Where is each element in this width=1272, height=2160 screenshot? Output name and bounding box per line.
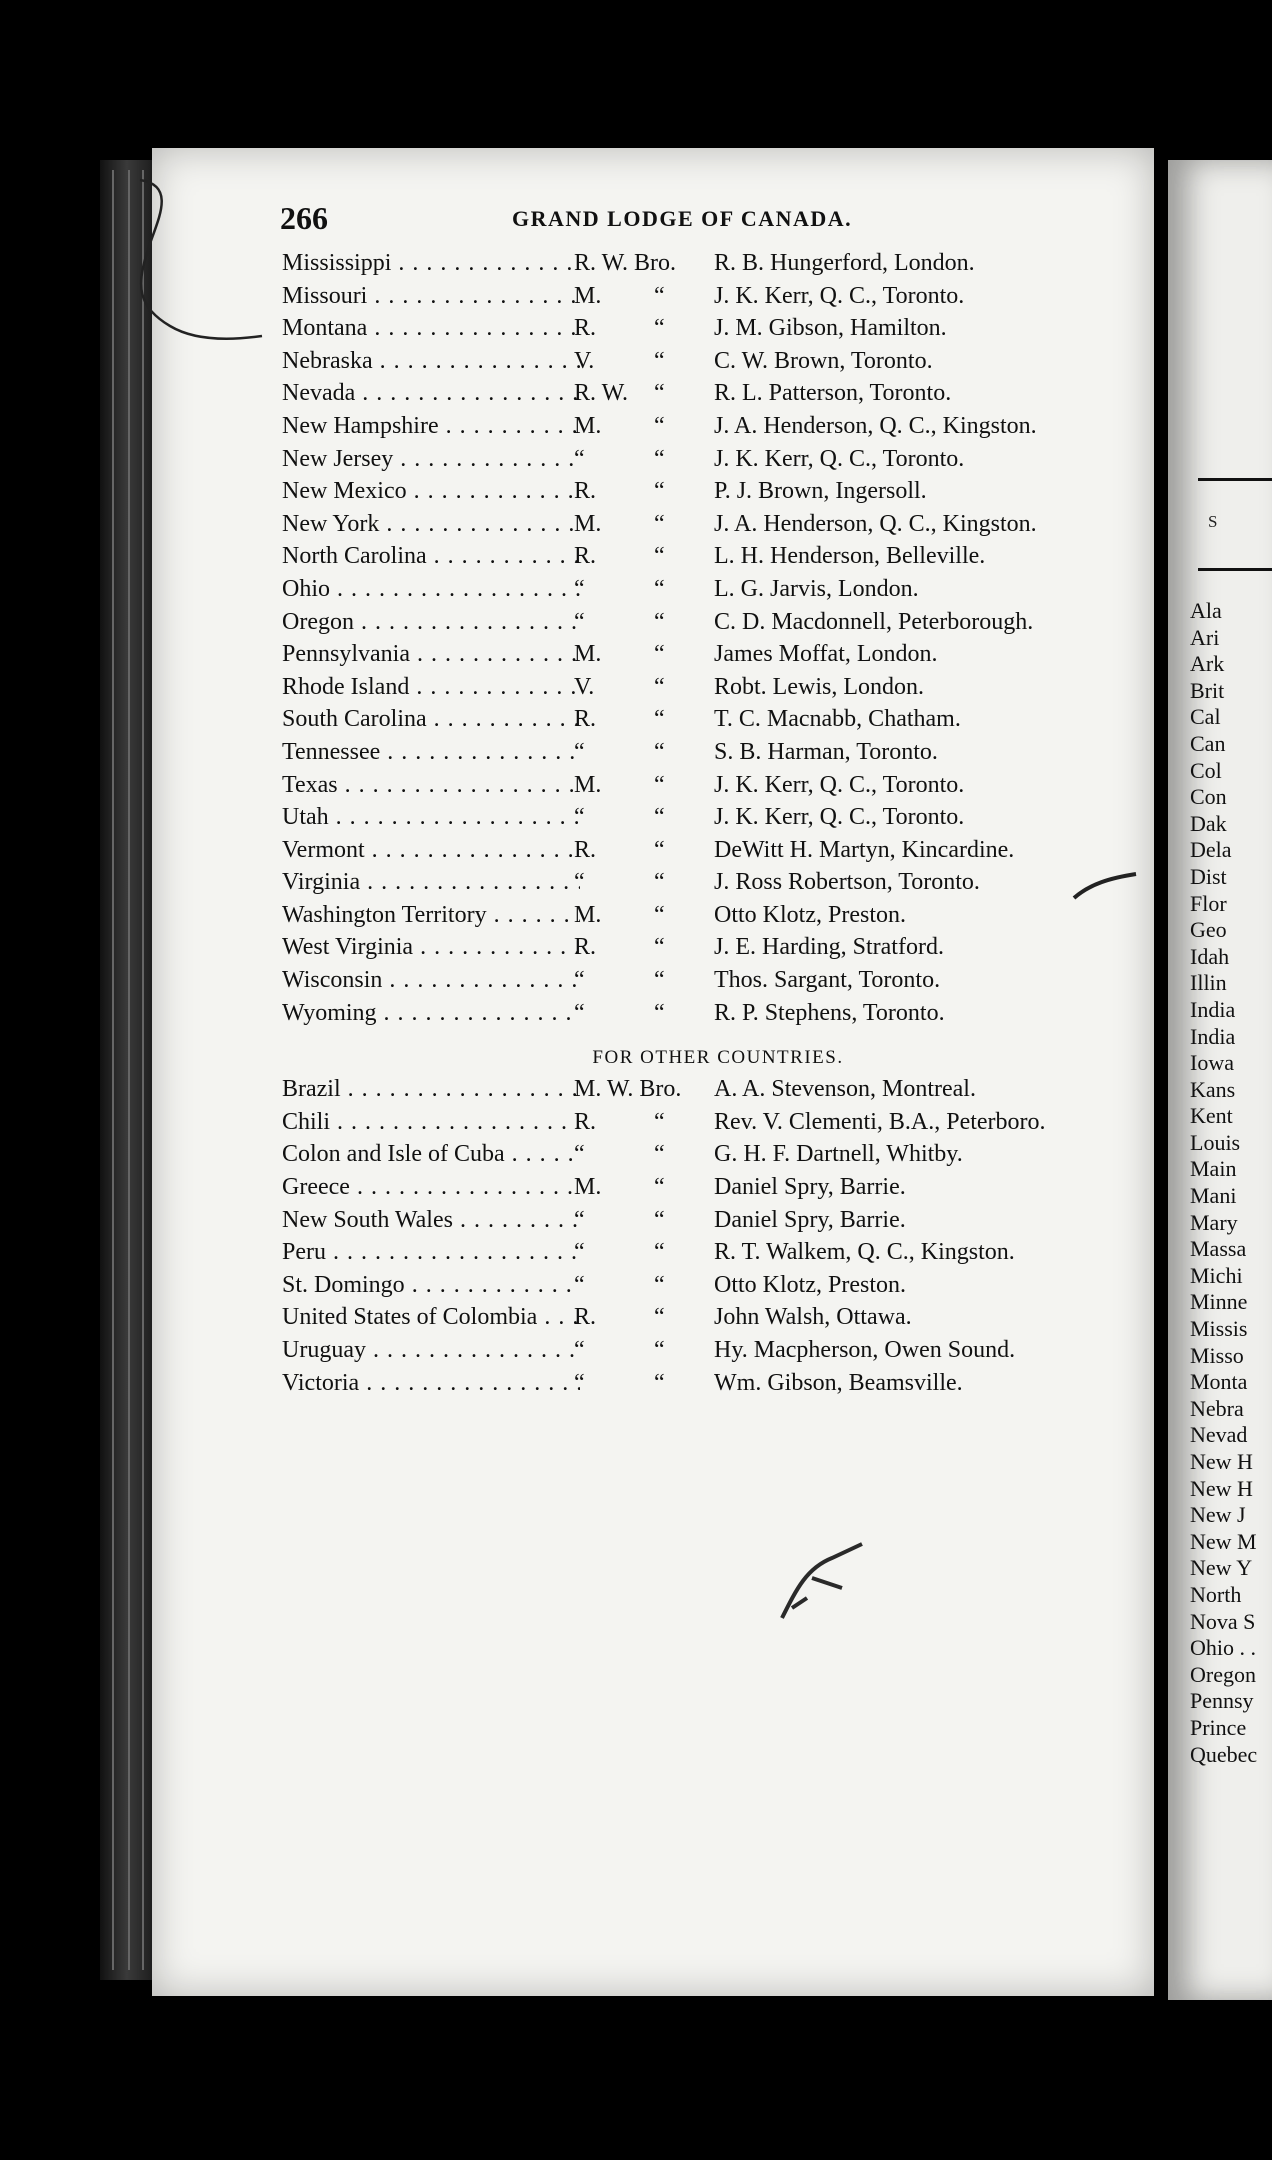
representative-cell: A. A. Stevenson, Montreal. (714, 1076, 976, 1103)
facing-page-item: Dak (1190, 810, 1227, 836)
representative-cell: R. P. Stephens, Toronto. (714, 999, 945, 1026)
facing-page-item: Michi (1190, 1262, 1243, 1288)
rank-cell: R. (574, 706, 597, 733)
rank-cell: M. (574, 1174, 602, 1201)
representative-cell: J. E. Harding, Stratford. (714, 934, 944, 961)
facing-page-item: Mary (1190, 1209, 1238, 1235)
title-ditto-cell: “ (654, 901, 665, 928)
title-ditto-cell: “ (654, 869, 665, 896)
facing-page-item: New Y (1190, 1555, 1253, 1581)
representative-cell: J. K. Kerr, Q. C., Toronto. (714, 445, 965, 472)
pen-mark (110, 166, 310, 356)
representative-cell: DeWitt H. Martyn, Kincardine. (714, 836, 1015, 863)
table-row (152, 413, 1154, 446)
jurisdiction-cell: Oregon . . . (282, 609, 580, 636)
rank-cell: M. (574, 412, 602, 439)
running-head: GRAND LODGE OF CANADA. (512, 206, 853, 231)
representative-cell: R. T. Walkem, Q. C., Kingston. (714, 1239, 1015, 1266)
jurisdiction-cell: Rhode Island . . . (282, 674, 580, 701)
jurisdiction-cell: Greece . . . (282, 1174, 580, 1201)
jurisdiction-cell: Ohio . . . (282, 576, 580, 603)
rank-cell: “ (574, 575, 585, 602)
facing-page-rule (1198, 568, 1272, 571)
facing-page-item: Cal (1190, 704, 1221, 730)
jurisdiction-cell: Utah . . . (282, 804, 580, 831)
rank-cell: R. (574, 836, 597, 863)
page-edge-line (112, 170, 114, 1970)
facing-page-item: Illin (1190, 970, 1227, 996)
other-representatives-section (152, 1076, 1154, 1402)
rank-cell: M. W. Bro. (574, 1076, 682, 1103)
facing-page-item: Main (1190, 1156, 1237, 1182)
table-row (152, 641, 1154, 674)
title-ditto-cell: “ (654, 1239, 665, 1266)
title-ditto-cell: “ (654, 315, 665, 342)
table-row (152, 1337, 1154, 1370)
jurisdiction-cell: West Virginia . . . (282, 934, 580, 961)
jurisdiction-cell: Montana . . . (282, 315, 580, 342)
representative-cell: L. G. Jarvis, London. (714, 575, 919, 602)
rank-cell: V. (574, 673, 595, 700)
facing-page-item: Flor (1190, 890, 1227, 916)
title-ditto-cell: “ (654, 1108, 665, 1135)
title-ditto-cell: “ (654, 575, 665, 602)
facing-page-item: Oregon (1190, 1661, 1256, 1687)
table-row (152, 1000, 1154, 1033)
jurisdiction-cell: Wisconsin . . . (282, 967, 580, 994)
title-ditto-cell: “ (654, 1271, 665, 1298)
facing-page-item: India (1190, 1023, 1236, 1049)
representative-cell: J. K. Kerr, Q. C., Toronto. (714, 282, 965, 309)
rank-cell: “ (574, 738, 585, 765)
jurisdiction-cell: Nebraska . . . (282, 348, 580, 375)
facing-page-item: Ala (1190, 598, 1222, 623)
rank-cell: “ (574, 1271, 585, 1298)
title-ditto-cell: “ (654, 836, 665, 863)
table-row (152, 1304, 1154, 1337)
representative-cell: Robt. Lewis, London. (714, 673, 924, 700)
rank-cell: R. (574, 1108, 597, 1135)
facing-page-item: Louis (1190, 1129, 1241, 1155)
table-row (152, 902, 1154, 935)
representative-cell: James Moffat, London. (714, 641, 938, 668)
table-row (152, 1272, 1154, 1305)
rank-cell: R. (574, 934, 597, 961)
facing-page-item: Iowa (1190, 1050, 1234, 1076)
title-ditto-cell: “ (654, 478, 665, 505)
facing-page-item: New H (1190, 1475, 1253, 1501)
representative-cell: J. K. Kerr, Q. C., Toronto. (714, 771, 965, 798)
jurisdiction-cell: New York . . . (282, 511, 580, 538)
us-representatives-section (152, 250, 1154, 1032)
facing-page-item: Kent (1190, 1103, 1233, 1129)
jurisdiction-cell: Wyoming . . . (282, 1000, 580, 1027)
representative-cell: T. C. Macnabb, Chatham. (714, 706, 961, 733)
facing-page-item: Dist (1190, 863, 1227, 889)
rank-cell: “ (574, 869, 585, 896)
representative-cell: J. M. Gibson, Hamilton. (714, 315, 947, 342)
title-ditto-cell: “ (654, 1304, 665, 1331)
rank-cell: “ (574, 608, 585, 635)
jurisdiction-cell: Colon and Isle of Cuba . . . (282, 1141, 580, 1168)
facing-page-item: Misso (1190, 1342, 1244, 1368)
facing-page (1168, 160, 1272, 2000)
rank-cell: “ (574, 1239, 585, 1266)
facing-page-item: Massa (1190, 1236, 1247, 1262)
rank-cell: “ (574, 445, 585, 472)
rank-cell: V. (574, 347, 595, 374)
jurisdiction-cell: Mississippi . . . (282, 250, 580, 277)
representative-cell: J. A. Henderson, Q. C., Kingston. (714, 510, 1037, 537)
title-ditto-cell: “ (654, 738, 665, 765)
representative-cell: Wm. Gibson, Beamsville. (714, 1369, 963, 1396)
title-ditto-cell: “ (654, 804, 665, 831)
rank-cell: “ (574, 1141, 585, 1168)
jurisdiction-cell: Texas . . . (282, 772, 580, 799)
representative-cell: S. B. Harman, Toronto. (714, 738, 938, 765)
title-ditto-cell: “ (654, 543, 665, 570)
ink-stain (772, 1538, 882, 1628)
representative-cell: R. B. Hungerford, London. (714, 250, 975, 276)
table-row (152, 1141, 1154, 1174)
page-number: 266 (280, 200, 328, 236)
representative-cell: J. A. Henderson, Q. C., Kingston. (714, 412, 1037, 439)
table-row (152, 543, 1154, 576)
representative-cell: Rev. V. Clementi, B.A., Peterboro. (714, 1108, 1046, 1135)
table-row (152, 511, 1154, 544)
title-ditto-cell: “ (654, 641, 665, 668)
jurisdiction-cell: South Carolina . . . (282, 706, 580, 733)
representative-cell: Thos. Sargant, Toronto. (714, 967, 941, 994)
title-ditto-cell: “ (654, 1337, 665, 1363)
representative-cell: C. D. Macdonnell, Peterborough. (714, 608, 1034, 635)
title-ditto-cell: “ (654, 1174, 665, 1201)
facing-page-list (1190, 598, 1257, 1768)
rank-cell: R. W. Bro. (574, 250, 677, 276)
rank-cell: “ (574, 967, 585, 994)
jurisdiction-cell: North Carolina . . . (282, 543, 580, 570)
rank-cell: M. (574, 771, 602, 798)
facing-page-heading-fragment: S (1208, 512, 1218, 531)
table-row (152, 869, 1154, 902)
facing-page-item: Idah (1190, 943, 1230, 969)
rank-cell: R. (574, 478, 597, 505)
rank-cell: “ (574, 1337, 585, 1363)
rank-cell: “ (574, 1369, 585, 1396)
facing-page-item: New M (1190, 1528, 1257, 1554)
jurisdiction-cell: Victoria . . . (282, 1370, 580, 1397)
title-ditto-cell: “ (654, 673, 665, 700)
table-row (152, 837, 1154, 870)
facing-page-item: Dela (1190, 837, 1232, 863)
facing-page-item: India (1190, 996, 1236, 1022)
title-ditto-cell: “ (654, 999, 665, 1026)
facing-page-item: Missis (1190, 1316, 1248, 1342)
rank-cell: M. (574, 282, 602, 309)
title-ditto-cell: “ (654, 706, 665, 733)
jurisdiction-cell: New Jersey . . . (282, 446, 580, 473)
jurisdiction-cell: Vermont . . . (282, 837, 580, 864)
jurisdiction-cell: Virginia . . . (282, 869, 580, 896)
title-ditto-cell: “ (654, 1206, 665, 1233)
rank-cell: R. W. (574, 380, 629, 407)
title-ditto-cell: “ (654, 380, 665, 407)
facing-page-item: New J (1190, 1502, 1246, 1528)
book-page (152, 148, 1154, 1996)
table-row (152, 1174, 1154, 1207)
representative-cell: Hy. Macpherson, Owen Sound. (714, 1337, 1016, 1363)
rank-cell: R. (574, 1304, 597, 1331)
facing-page-item: New H (1190, 1449, 1253, 1474)
rank-cell: R. (574, 543, 597, 570)
title-ditto-cell: “ (654, 282, 665, 309)
title-ditto-cell: “ (654, 967, 665, 994)
table-row (152, 1109, 1154, 1142)
jurisdiction-cell: Pennsylvania . . . (282, 641, 580, 668)
title-ditto-cell: “ (654, 771, 665, 798)
table-row (152, 1076, 1154, 1109)
representative-cell: Daniel Spry, Barrie. (714, 1206, 906, 1233)
facing-page-item: Con (1190, 784, 1227, 810)
table-row (152, 478, 1154, 511)
representative-cell: C. W. Brown, Toronto. (714, 347, 933, 374)
jurisdiction-cell: New Hampshire . . . (282, 413, 580, 440)
jurisdiction-cell: New Mexico . . . (282, 478, 580, 505)
facing-page-item: Monta (1190, 1369, 1248, 1395)
title-ditto-cell: “ (654, 445, 665, 472)
page-edge-line (128, 170, 130, 1970)
jurisdiction-cell: Peru . . . (282, 1239, 580, 1266)
jurisdiction-cell: Uruguay . . . (282, 1337, 580, 1364)
table-row (152, 934, 1154, 967)
representative-cell: J. Ross Robertson, Toronto. (714, 869, 980, 896)
facing-page-item: Ari (1190, 624, 1220, 650)
table-row (152, 1370, 1154, 1403)
facing-page-item: Ohio . . (1190, 1635, 1256, 1661)
page-edge-line (142, 170, 144, 1970)
facing-page-item: Nebra (1190, 1395, 1244, 1421)
rank-cell: “ (574, 999, 585, 1026)
rank-cell: “ (574, 804, 585, 831)
representative-cell: L. H. Henderson, Belleville. (714, 543, 986, 570)
title-ditto-cell: “ (654, 347, 665, 374)
facing-page-item: Prince (1190, 1714, 1247, 1740)
title-ditto-cell: “ (654, 1141, 665, 1168)
table-row (152, 576, 1154, 609)
facing-page-item: Ark (1190, 651, 1225, 677)
facing-page-item: Minne (1190, 1289, 1248, 1315)
representative-cell: J. K. Kerr, Q. C., Toronto. (714, 804, 965, 831)
rank-cell: M. (574, 641, 602, 668)
facing-page-item: Geo (1190, 917, 1227, 943)
jurisdiction-cell: United States of Colombia . . . (282, 1304, 580, 1331)
facing-page-item: Nevad (1190, 1422, 1248, 1448)
table-row (152, 380, 1154, 413)
rank-cell: M. (574, 901, 602, 928)
facing-page-item: Pennsy (1190, 1688, 1254, 1714)
representatives-list (152, 250, 1154, 1402)
table-row (152, 609, 1154, 642)
facing-page-item: Col (1190, 757, 1222, 783)
jurisdiction-cell: New South Wales . . . (282, 1207, 580, 1234)
table-row (152, 674, 1154, 707)
jurisdiction-cell: Washington Territory . . . (282, 902, 580, 929)
facing-page-item: North (1190, 1581, 1242, 1607)
representative-cell: P. J. Brown, Ingersoll. (714, 478, 927, 505)
ink-stroke (1070, 868, 1140, 908)
book-spine (100, 160, 160, 1980)
title-ditto-cell: “ (654, 1369, 665, 1396)
table-row (152, 446, 1154, 479)
representative-cell: John Walsh, Ottawa. (714, 1304, 912, 1331)
rank-cell: “ (574, 1206, 585, 1233)
representative-cell: R. L. Patterson, Toronto. (714, 380, 952, 407)
representative-cell: Otto Klotz, Preston. (714, 901, 906, 928)
facing-page-item: Brit (1190, 677, 1225, 703)
title-ditto-cell: “ (654, 510, 665, 537)
representative-cell: Daniel Spry, Barrie. (714, 1174, 906, 1201)
facing-page-item: Nova S (1190, 1608, 1256, 1634)
title-ditto-cell: “ (654, 608, 665, 635)
table-row (152, 804, 1154, 837)
table-row (152, 967, 1154, 1000)
facing-page-item: Can (1190, 730, 1226, 756)
jurisdiction-cell: Tennessee . . . (282, 739, 580, 766)
facing-page-rule (1198, 478, 1272, 481)
facing-page-item: Quebec (1190, 1741, 1258, 1767)
representative-cell: G. H. F. Dartnell, Whitby. (714, 1141, 963, 1168)
jurisdiction-cell: St. Domingo . . . (282, 1272, 580, 1299)
table-row (152, 772, 1154, 805)
jurisdiction-cell: Brazil . . . (282, 1076, 580, 1103)
rank-cell: R. (574, 315, 597, 342)
jurisdiction-cell: Missouri . . . (282, 283, 580, 310)
title-ditto-cell: “ (654, 412, 665, 439)
table-row (152, 1239, 1154, 1272)
rank-cell: M. (574, 510, 602, 537)
facing-page-item: Mani (1190, 1183, 1237, 1209)
title-ditto-cell: “ (654, 934, 665, 961)
table-row (152, 739, 1154, 772)
jurisdiction-cell: Chili . . . (282, 1109, 580, 1136)
representative-cell: Otto Klotz, Preston. (714, 1271, 906, 1298)
table-row (152, 1207, 1154, 1240)
facing-page-item: Kans (1190, 1076, 1236, 1102)
table-row (152, 706, 1154, 739)
jurisdiction-cell: Nevada . . . (282, 380, 580, 407)
other-countries-heading: FOR OTHER COUNTRIES. (592, 1047, 844, 1069)
